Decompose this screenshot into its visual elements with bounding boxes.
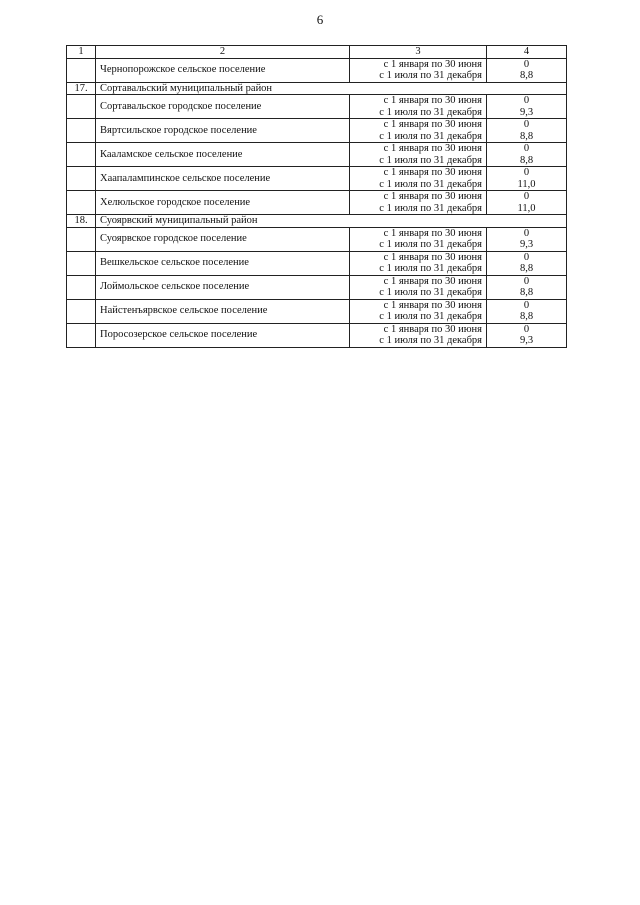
value-cell (487, 58, 567, 82)
settlement-name: Вешкельское сельское поселение (96, 251, 350, 275)
value-first-half: 0 (523, 143, 530, 154)
header-row (67, 46, 567, 59)
row-number (67, 95, 96, 119)
value-cell (487, 299, 567, 323)
value-second-half: 8,8 (519, 154, 534, 166)
period-first-half: с 1 января по 30 июня (383, 323, 482, 335)
period-cell (350, 299, 487, 323)
period-second-half: с 1 июля по 31 декабря (379, 106, 482, 118)
period-cell (350, 167, 487, 191)
district-name: Сортавальский муниципальный район (96, 82, 567, 95)
table-row (67, 58, 567, 82)
table-row (67, 251, 567, 275)
settlement-name: Кааламское сельское поселение (96, 143, 350, 167)
period-first-half: с 1 января по 30 июня (383, 275, 482, 287)
value-cell (487, 275, 567, 299)
row-number (67, 299, 96, 323)
row-number (67, 167, 96, 191)
period-second-half: с 1 июля по 31 декабря (379, 287, 482, 298)
row-number (67, 251, 96, 275)
value-cell (487, 167, 567, 191)
table-row (67, 167, 567, 191)
value-second-half: 8,8 (519, 130, 534, 142)
value-cell (487, 143, 567, 167)
row-number (67, 191, 96, 215)
period-cell (350, 227, 487, 251)
value-second-half: 11,0 (517, 178, 536, 190)
period-cell (350, 251, 487, 275)
period-first-half: с 1 января по 30 июня (383, 143, 482, 154)
period-first-half: с 1 января по 30 июня (383, 167, 482, 178)
value-cell (487, 191, 567, 215)
table-row (67, 95, 567, 119)
settlement-name: Сортавальское городское поселение (96, 95, 350, 119)
period-cell (350, 58, 487, 82)
value-first-half: 0 (523, 95, 530, 106)
table-row (67, 299, 567, 323)
period-first-half: с 1 января по 30 июня (383, 191, 482, 202)
settlement-name: Вяртсильское городское поселение (96, 119, 350, 143)
value-cell (487, 119, 567, 143)
row-number (67, 323, 96, 347)
value-second-half: 8,8 (519, 70, 534, 81)
header-cell-1: 1 (67, 46, 96, 59)
value-second-half: 9,3 (519, 335, 534, 346)
row-number (67, 119, 96, 143)
settlement-name: Найстенъярвское сельское поселение (96, 299, 350, 323)
value-first-half: 0 (523, 323, 530, 335)
settlement-name: Поросозерское сельское поселение (96, 323, 350, 347)
value-first-half: 0 (523, 299, 530, 311)
period-cell (350, 323, 487, 347)
value-second-half: 8,8 (519, 263, 534, 274)
period-first-half: с 1 января по 30 июня (383, 251, 482, 263)
row-number (67, 227, 96, 251)
table-row (67, 323, 567, 347)
value-first-half: 0 (523, 251, 530, 263)
district-name: Суоярвский муниципальный район (96, 215, 567, 228)
header-cell-2: 2 (96, 46, 350, 59)
value-second-half: 11,0 (517, 202, 536, 214)
period-second-half: с 1 июля по 31 декабря (379, 178, 482, 190)
header-cell-3: 3 (350, 46, 487, 59)
value-first-half: 0 (523, 275, 530, 287)
period-first-half: с 1 января по 30 июня (383, 119, 482, 130)
table-body (67, 46, 567, 348)
value-second-half: 8,8 (519, 311, 534, 322)
page-number: 6 (316, 12, 324, 27)
settlement-name: Лоймольское сельское поселение (96, 275, 350, 299)
value-cell (487, 95, 567, 119)
period-first-half: с 1 января по 30 июня (383, 227, 482, 239)
period-cell (350, 119, 487, 143)
period-second-half: с 1 июля по 31 декабря (379, 239, 482, 250)
value-second-half: 9,3 (519, 239, 534, 250)
period-second-half: с 1 июля по 31 декабря (379, 70, 482, 81)
value-second-half: 9,3 (519, 106, 534, 118)
period-first-half: с 1 января по 30 июня (383, 58, 482, 70)
period-second-half: с 1 июля по 31 декабря (379, 263, 482, 274)
tariff-table (66, 45, 567, 348)
section-row (67, 82, 567, 95)
period-cell (350, 275, 487, 299)
period-cell (350, 143, 487, 167)
value-first-half: 0 (523, 167, 530, 178)
period-second-half: с 1 июля по 31 декабря (379, 154, 482, 166)
settlement-name: Суоярвское городское поселение (96, 227, 350, 251)
settlement-name: Хаапалампинское сельское поселение (96, 167, 350, 191)
value-cell (487, 227, 567, 251)
value-second-half: 8,8 (519, 287, 534, 298)
period-cell (350, 95, 487, 119)
row-number: 17. (67, 82, 96, 95)
table-row (67, 227, 567, 251)
period-second-half: с 1 июля по 31 декабря (379, 335, 482, 346)
value-first-half: 0 (523, 227, 530, 239)
row-number: 18. (67, 215, 96, 228)
value-cell (487, 251, 567, 275)
row-number (67, 143, 96, 167)
table-row (67, 119, 567, 143)
header-cell-4: 4 (487, 46, 567, 59)
value-cell (487, 323, 567, 347)
table-row (67, 191, 567, 215)
row-number (67, 58, 96, 82)
period-first-half: с 1 января по 30 июня (383, 95, 482, 106)
settlement-name: Чернопорожское сельское поселение (96, 58, 350, 82)
value-first-half: 0 (523, 191, 530, 202)
section-row (67, 215, 567, 228)
period-second-half: с 1 июля по 31 декабря (379, 130, 482, 142)
table-row (67, 275, 567, 299)
value-first-half: 0 (523, 58, 530, 70)
period-cell (350, 191, 487, 215)
settlement-name: Хелюльское городское поселение (96, 191, 350, 215)
value-first-half: 0 (523, 119, 530, 130)
table-row (67, 143, 567, 167)
row-number (67, 275, 96, 299)
period-second-half: с 1 июля по 31 декабря (379, 202, 482, 214)
period-second-half: с 1 июля по 31 декабря (379, 311, 482, 322)
period-first-half: с 1 января по 30 июня (383, 299, 482, 311)
